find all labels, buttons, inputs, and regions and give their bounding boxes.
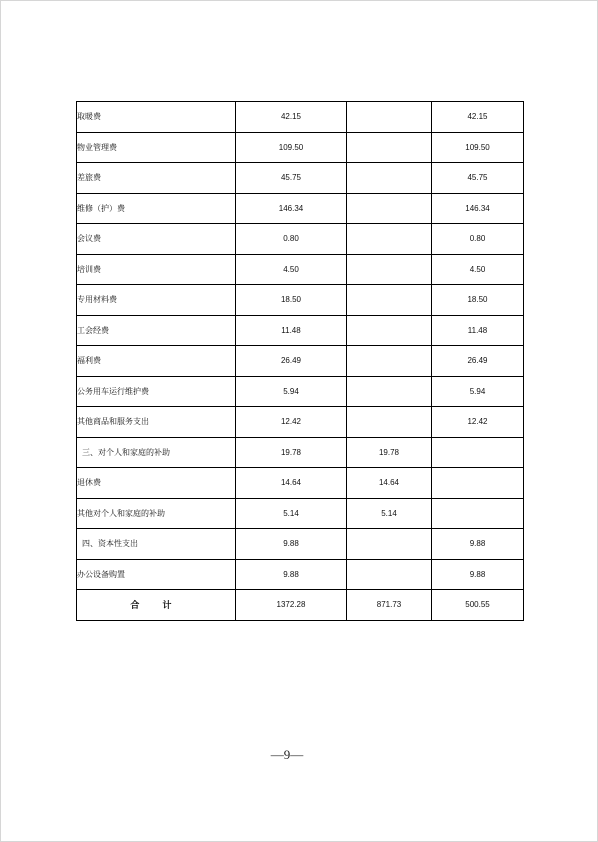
cell-project [432, 437, 524, 468]
table-total-row [77, 590, 524, 621]
table-row [77, 285, 524, 316]
cell-basic [347, 163, 432, 194]
cell-project: 0.80 [432, 224, 524, 255]
row-label: 专用材料费 [77, 285, 236, 316]
table-row [77, 224, 524, 255]
cell-total: 19.78 [236, 437, 347, 468]
cell-basic [347, 346, 432, 377]
table-row-category [77, 529, 524, 560]
cell-total: 18.50 [236, 285, 347, 316]
table-row [77, 559, 524, 590]
row-label: 退休费 [77, 468, 236, 499]
page-number: —9— [270, 747, 304, 762]
cell-total: 5.94 [236, 376, 347, 407]
row-label: 公务用车运行维护费 [77, 376, 236, 407]
cell-project: 5.94 [432, 376, 524, 407]
cell-basic [347, 559, 432, 590]
row-label: 工会经费 [77, 315, 236, 346]
cell-basic: 19.78 [347, 437, 432, 468]
row-label: 物业管理费 [77, 132, 236, 163]
table-row [77, 346, 524, 377]
cell-project: 26.49 [432, 346, 524, 377]
expenditure-table [76, 101, 524, 621]
cell-project [432, 468, 524, 499]
cell-basic [347, 254, 432, 285]
cell-total: 4.50 [236, 254, 347, 285]
table-row-category [77, 437, 524, 468]
table-row [77, 315, 524, 346]
table-row [77, 102, 524, 133]
cell-basic [347, 529, 432, 560]
cell-total: 42.15 [236, 102, 347, 133]
cell-total: 11.48 [236, 315, 347, 346]
cell-total: 146.34 [236, 193, 347, 224]
cell-project: 9.88 [432, 559, 524, 590]
cell-basic [347, 132, 432, 163]
cell-total: 26.49 [236, 346, 347, 377]
cell-total: 5.14 [236, 498, 347, 529]
table-row [77, 498, 524, 529]
cell-basic [347, 102, 432, 133]
row-label: 维修（护）费 [77, 193, 236, 224]
cell-basic [347, 407, 432, 438]
table-row [77, 132, 524, 163]
cell-basic [347, 285, 432, 316]
cell-project: 45.75 [432, 163, 524, 194]
cell-total: 9.88 [236, 559, 347, 590]
cell-basic: 14.64 [347, 468, 432, 499]
project-total: 500.55 [432, 590, 524, 621]
row-label: 福利费 [77, 346, 236, 377]
cell-basic [347, 193, 432, 224]
cell-project: 12.42 [432, 407, 524, 438]
table-row [77, 254, 524, 285]
grand-total: 1372.28 [236, 590, 347, 621]
cell-project: 9.88 [432, 529, 524, 560]
row-label: 其他商品和服务支出 [77, 407, 236, 438]
cell-basic [347, 224, 432, 255]
cell-basic [347, 315, 432, 346]
table-row [77, 193, 524, 224]
cell-total: 9.88 [236, 529, 347, 560]
row-label: 差旅费 [77, 163, 236, 194]
row-label: 培训费 [77, 254, 236, 285]
category-label: 三、对个人和家庭的补助 [77, 437, 236, 468]
row-label: 会议费 [77, 224, 236, 255]
cell-project: 4.50 [432, 254, 524, 285]
category-label: 四、资本性支出 [77, 529, 236, 560]
cell-total: 109.50 [236, 132, 347, 163]
cell-project: 146.34 [432, 193, 524, 224]
cell-total: 14.64 [236, 468, 347, 499]
cell-total: 0.80 [236, 224, 347, 255]
table-row [77, 468, 524, 499]
table-row [77, 163, 524, 194]
cell-project: 18.50 [432, 285, 524, 316]
table-row [77, 407, 524, 438]
table-row [77, 376, 524, 407]
cell-total: 45.75 [236, 163, 347, 194]
cell-project: 109.50 [432, 132, 524, 163]
cell-project: 11.48 [432, 315, 524, 346]
cell-total: 12.42 [236, 407, 347, 438]
cell-project [432, 498, 524, 529]
row-label: 办公设备购置 [77, 559, 236, 590]
cell-basic: 5.14 [347, 498, 432, 529]
row-label: 其他对个人和家庭的补助 [77, 498, 236, 529]
cell-project: 42.15 [432, 102, 524, 133]
row-label: 取暖费 [77, 102, 236, 133]
basic-total: 871.73 [347, 590, 432, 621]
cell-basic [347, 376, 432, 407]
total-label: 合 计 [77, 590, 236, 621]
